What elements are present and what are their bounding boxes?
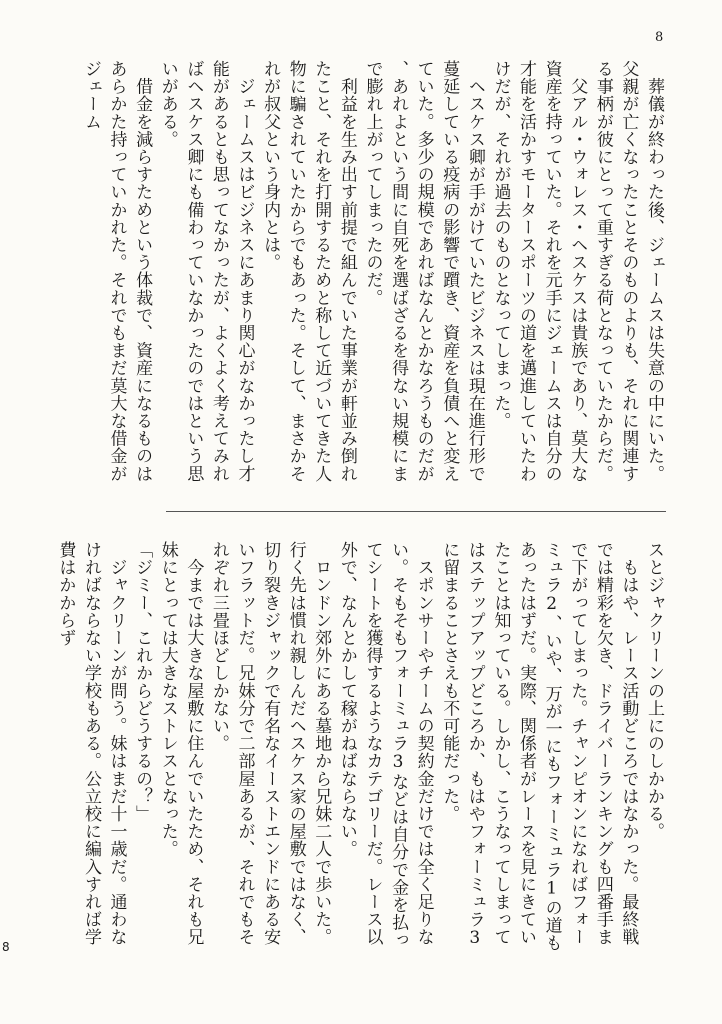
paragraph: 父アル・ウォレス・ヘスケスは貴族であり、莫大な資産を持っていた。それを元手にジェームスは自分の才能を活かすモータースポーツの道を邁進していたわけだが、それが過去のものとなってしまった。	[490, 60, 588, 483]
paragraph: スとジャクリーンの上にのしかかる。	[644, 541, 664, 841]
paragraph: ジャクリーンが問う。妹はまだ十一歳だ。通わなければならない学校もある。公立校に編入すれば学費はかからず	[55, 541, 127, 946]
paragraph: 利益を生み出す前提で組んでいた事業が軒並み倒れたこと、それを打開するためと称して近づいてきた人物に騙されていたからでもあった。そして、まさかそれが叔父という身内とは。	[260, 60, 357, 483]
paragraph: ロンドン郊外にある墓地から兄妹二人で歩いた。行く先は慣れ親しんだヘスケス家の屋敷ではなく、切り裂きジャックで有名なイーストエンドにある安いフラットだ。兄妹分で二部屋あるが、それでもそれぞれ三畳ほどしかない。	[208, 541, 332, 946]
paragraph: ヘスケス卿が手がけていたビジネスは現在進行形で蔓延している疫病の影響で躓き、資産を負債へと変えていた。多少の規模であればなんとかなろうものだが、あれよという間に自死を選ばざるを得ない規模にまで膨れ上がってしまったのだ。	[362, 60, 485, 483]
text-column-top	[80, 60, 666, 490]
paragraph: 借金を減らすためという体裁で、資産になるものはあらかた持っていかれた。それでもまだ莫大な借金がジェーム	[80, 60, 153, 483]
paragraph: ジェームスはビジネスにあまり関心がなかったし才能があるとも思ってなかったが、よくよく考えてみればヘスケス卿にも備わっていなかったのではという思いがある。	[157, 60, 255, 483]
paragraph: スポンサーやチームの契約金だけでは全く足りない。そもそもフォーミュラ3などは自分で金を払ってシートを獲得するようなカテゴリーだ。レース以外で、なんとかして稼がねばならない。	[336, 541, 434, 949]
paragraph: 葬儀が終わった後、ジェームスは失意の中にいた。父親が亡くなったことそのものよりも、それに関連する事柄が彼にとって重すぎる荷となっていたからだ。	[592, 60, 664, 483]
page-number-bottom: 8	[2, 940, 10, 954]
text-column-bottom	[55, 541, 666, 961]
paragraph: 今までは大きな屋敷に住んでいたため、それも兄妹にとっては大きなストレスとなった。	[157, 541, 204, 946]
section-divider	[166, 511, 666, 512]
paragraph: 「ジミー、これからどうするの？」	[132, 541, 153, 823]
paragraph: もはや、レース活動どころではなかった。最終戦では精彩を欠き、ドライバーランキングも四番手まで下がってしまった。チャンピオンになればフォーミュラ2、いや、万が一にもフォーミュラ1の道もあったはずだ。実際、関係者がレースを見にきていたことは知っている。しかし、こうなってしまってはステップアップどころか、もはやフォーミュラ3に留まることさえも不可能だった。	[439, 541, 639, 952]
page-number-top: 8	[655, 30, 664, 45]
